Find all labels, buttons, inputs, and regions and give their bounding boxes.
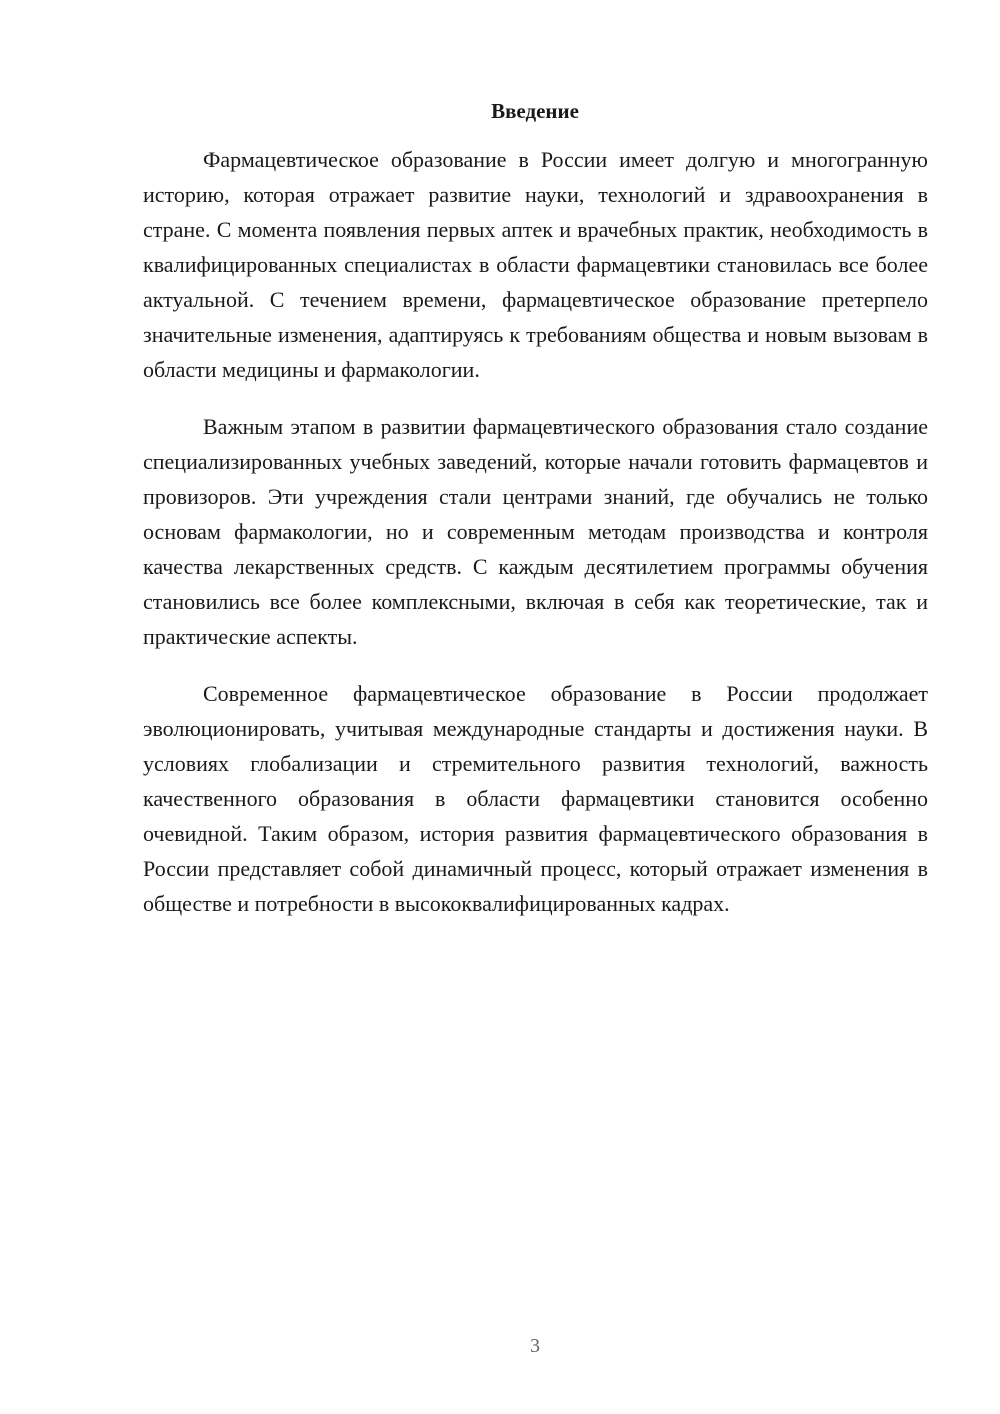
paragraph-1: Фармацевтическое образование в России имеет долгую и многогранную историю, которая отражает развитие науки, технологий и здравоохранения в стране. С момента появления первых аптек и врачебных практик, необходимость в квалифицированных специалистах в области фармацевтики становилась все более актуальной. С течением времени, фармацевтическое образование претерпело значительные изменения, адаптируясь к требованиям общества и новым вызовам в области медицины и фармакологии. [143,147,928,382]
section-heading: Введение [491,99,579,123]
page-number: 3 [530,1335,540,1357]
body-text [143,142,928,943]
paragraph-3: Современное фармацевтическое образование в России продолжает эволюционировать, учитывая международные стандарты и достижения науки. В условиях глобализации и стремительного развития технологий, важность качественного образования в области фармацевтики становится особенно очевидной. Таким образом, история развития фармацевтического образования в России представляет собой динамичный процесс, который отражает изменения в обществе и потребности в высококвалифицированных кадрах. [143,681,928,916]
paragraph-2: Важным этапом в развитии фармацевтического образования стало создание специализированных учебных заведений, которые начали готовить фармацевтов и провизоров. Эти учреждения стали центрами знаний, где обучались не только основам фармакологии, но и современным методам производства и контроля качества лекарственных средств. С каждым десятилетием программы обучения становились все более комплексными, включая в себя как теоретические, так и практические аспекты. [143,414,928,649]
